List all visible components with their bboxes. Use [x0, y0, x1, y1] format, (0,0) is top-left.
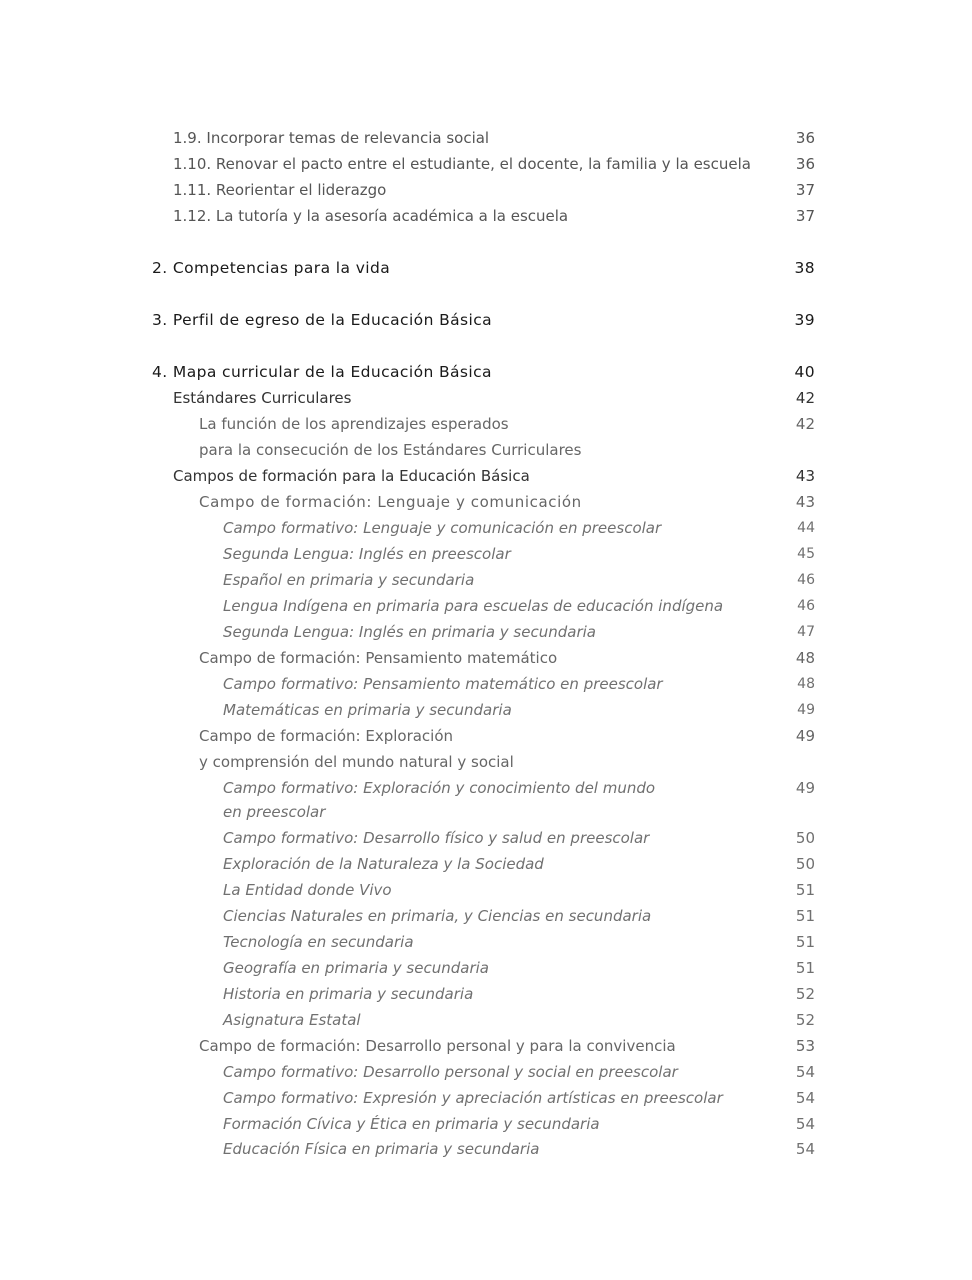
toc-item[interactable]	[0, 541, 972, 567]
toc-item-page: 54	[795, 1115, 815, 1133]
toc-item-page: 47	[797, 624, 815, 640]
toc-subsection-label: para la consecución de los Estándares Curriculares	[199, 441, 582, 459]
toc-item[interactable]	[0, 619, 972, 645]
toc-chapter-label: 2. Competencias para la vida	[152, 259, 391, 277]
toc-item[interactable]	[0, 515, 972, 541]
toc-entry-label: 1.11. Reorientar el liderazgo	[173, 181, 387, 199]
toc-item-page: 49	[795, 779, 815, 797]
toc-entry-label: 1.9. Incorporar temas de relevancia social	[173, 129, 490, 147]
toc-item-label: Ciencias Naturales en primaria, y Ciencias en secundaria	[223, 907, 652, 925]
toc-item-label: Tecnología en secundaria	[223, 933, 414, 951]
toc-item-label: La Entidad donde Vivo	[223, 881, 392, 899]
toc-chapter-page: 40	[794, 363, 815, 381]
toc-item-label: Segunda Lengua: Inglés en primaria y secundaria	[223, 623, 596, 641]
toc-item-label: Campo formativo: Expresión y apreciación artísticas en preescolar	[223, 1089, 723, 1107]
toc-item-label: Campo formativo: Desarrollo personal y social en preescolar	[223, 1063, 678, 1081]
toc-section-label: Campos de formación para la Educación Básica	[173, 467, 530, 485]
toc-item-label: Campo formativo: Pensamiento matemático en preescolar	[223, 675, 663, 693]
toc-item-label: Exploración de la Naturaleza y la Sociedad	[223, 855, 544, 873]
toc-item[interactable]	[0, 1111, 972, 1137]
toc-item-page: 54	[795, 1140, 815, 1158]
toc-item[interactable]	[0, 671, 972, 697]
toc-subsection-label: La función de los aprendizajes esperados	[199, 415, 509, 433]
toc-item-label: Asignatura Estatal	[223, 1011, 361, 1029]
toc-item[interactable]	[0, 1136, 972, 1162]
toc-subsection[interactable]	[0, 411, 972, 437]
toc-entry[interactable]	[0, 125, 972, 151]
toc-chapter[interactable]	[0, 359, 972, 385]
toc-subsection-continuation	[0, 749, 972, 775]
toc-subsection-page: 49	[795, 727, 815, 745]
toc-section[interactable]	[0, 463, 972, 489]
toc-item[interactable]	[0, 567, 972, 593]
toc-section-page: 42	[795, 389, 815, 407]
toc-subsection[interactable]	[0, 645, 972, 671]
toc-item-label: Historia en primaria y secundaria	[223, 985, 474, 1003]
toc-item[interactable]	[0, 903, 972, 929]
toc-item[interactable]	[0, 1085, 972, 1111]
toc-item-label: Campo formativo: Exploración y conocimiento del mundo	[223, 779, 656, 797]
toc-subsection-label: y comprensión del mundo natural y social	[199, 753, 514, 771]
toc-subsection[interactable]	[0, 489, 972, 515]
toc-item-page: 50	[795, 855, 815, 873]
toc-chapter-label: 3. Perfil de egreso de la Educación Básica	[152, 311, 493, 329]
toc-section-page: 43	[795, 467, 815, 485]
toc-entry[interactable]	[0, 177, 972, 203]
toc-item[interactable]	[0, 593, 972, 619]
toc-chapter-page: 38	[794, 259, 815, 277]
toc-item-label: Segunda Lengua: Inglés en preescolar	[223, 545, 511, 563]
toc-item[interactable]	[0, 697, 972, 723]
toc-entry-page: 36	[795, 155, 815, 173]
toc-item[interactable]	[0, 1007, 972, 1033]
toc-item-page: 51	[795, 933, 815, 951]
toc-subsection-label: Campo de formación: Pensamiento matemático	[199, 649, 558, 667]
toc-item-label: Campo formativo: Lenguaje y comunicación en preescolar	[223, 519, 662, 537]
toc-item[interactable]	[0, 981, 972, 1007]
toc-entry[interactable]	[0, 203, 972, 229]
toc-subsection-page: 42	[795, 415, 815, 433]
toc-item[interactable]	[0, 877, 972, 903]
toc-item-label: Geografía en primaria y secundaria	[223, 959, 489, 977]
toc-item-label: Matemáticas en primaria y secundaria	[223, 701, 512, 719]
toc-item[interactable]	[0, 825, 972, 851]
toc-item[interactable]	[0, 775, 972, 801]
toc-item-page: 49	[797, 702, 815, 718]
toc-item-page: 45	[797, 546, 815, 562]
toc-entry-page: 37	[795, 181, 815, 199]
toc-item-page: 46	[797, 598, 815, 614]
toc-item-continuation	[0, 799, 972, 825]
toc-item[interactable]	[0, 955, 972, 981]
toc-subsection-label: Campo de formación: Lenguaje y comunicación	[199, 493, 582, 511]
toc-chapter[interactable]	[0, 255, 972, 281]
toc-item-label: Lengua Indígena en primaria para escuelas de educación indígena	[223, 597, 724, 615]
toc-item-label: Formación Cívica y Ética en primaria y secundaria	[223, 1115, 600, 1133]
toc-item-label: Español en primaria y secundaria	[223, 571, 475, 589]
toc-subsection[interactable]	[0, 1033, 972, 1059]
toc-entry-page: 36	[795, 129, 815, 147]
toc-subsection-label: Campo de formación: Exploración	[199, 727, 454, 745]
toc-subsection-page: 48	[795, 649, 815, 667]
toc-item-page: 50	[795, 829, 815, 847]
toc-item-page: 54	[795, 1063, 815, 1081]
toc-entry[interactable]	[0, 151, 972, 177]
toc-item-label: Educación Física en primaria y secundaria	[223, 1140, 540, 1158]
toc-item-label: en preescolar	[223, 803, 326, 821]
toc-subsection-page: 53	[795, 1037, 815, 1055]
toc-subsection-label: Campo de formación: Desarrollo personal y para la convivencia	[199, 1037, 676, 1055]
toc-item-page: 51	[795, 907, 815, 925]
toc-item-page: 52	[795, 985, 815, 1003]
toc-chapter-label: 4. Mapa curricular de la Educación Básica	[152, 363, 492, 381]
toc-item-page: 48	[797, 676, 815, 692]
toc-subsection[interactable]	[0, 723, 972, 749]
toc-entry-label: 1.12. La tutoría y la asesoría académica a la escuela	[173, 207, 569, 225]
toc-item-page: 46	[797, 572, 815, 588]
toc-item-page: 51	[795, 881, 815, 899]
toc-section-label: Estándares Curriculares	[173, 389, 352, 407]
toc-section[interactable]	[0, 385, 972, 411]
toc-item[interactable]	[0, 851, 972, 877]
toc-item[interactable]	[0, 929, 972, 955]
toc-item-label: Campo formativo: Desarrollo físico y salud en preescolar	[223, 829, 650, 847]
toc-item-page: 44	[797, 520, 815, 536]
toc-entry-label: 1.10. Renovar el pacto entre el estudiante, el docente, la familia y la escuela	[173, 155, 751, 173]
toc-item-page: 52	[795, 1011, 815, 1029]
toc-entry-page: 37	[795, 207, 815, 225]
toc-item[interactable]	[0, 1059, 972, 1085]
toc-item-page: 54	[795, 1089, 815, 1107]
toc-chapter[interactable]	[0, 307, 972, 333]
toc-subsection-page: 43	[795, 493, 815, 511]
toc-chapter-page: 39	[794, 311, 815, 329]
toc-subsection-continuation	[0, 437, 972, 463]
toc-item-page: 51	[795, 959, 815, 977]
